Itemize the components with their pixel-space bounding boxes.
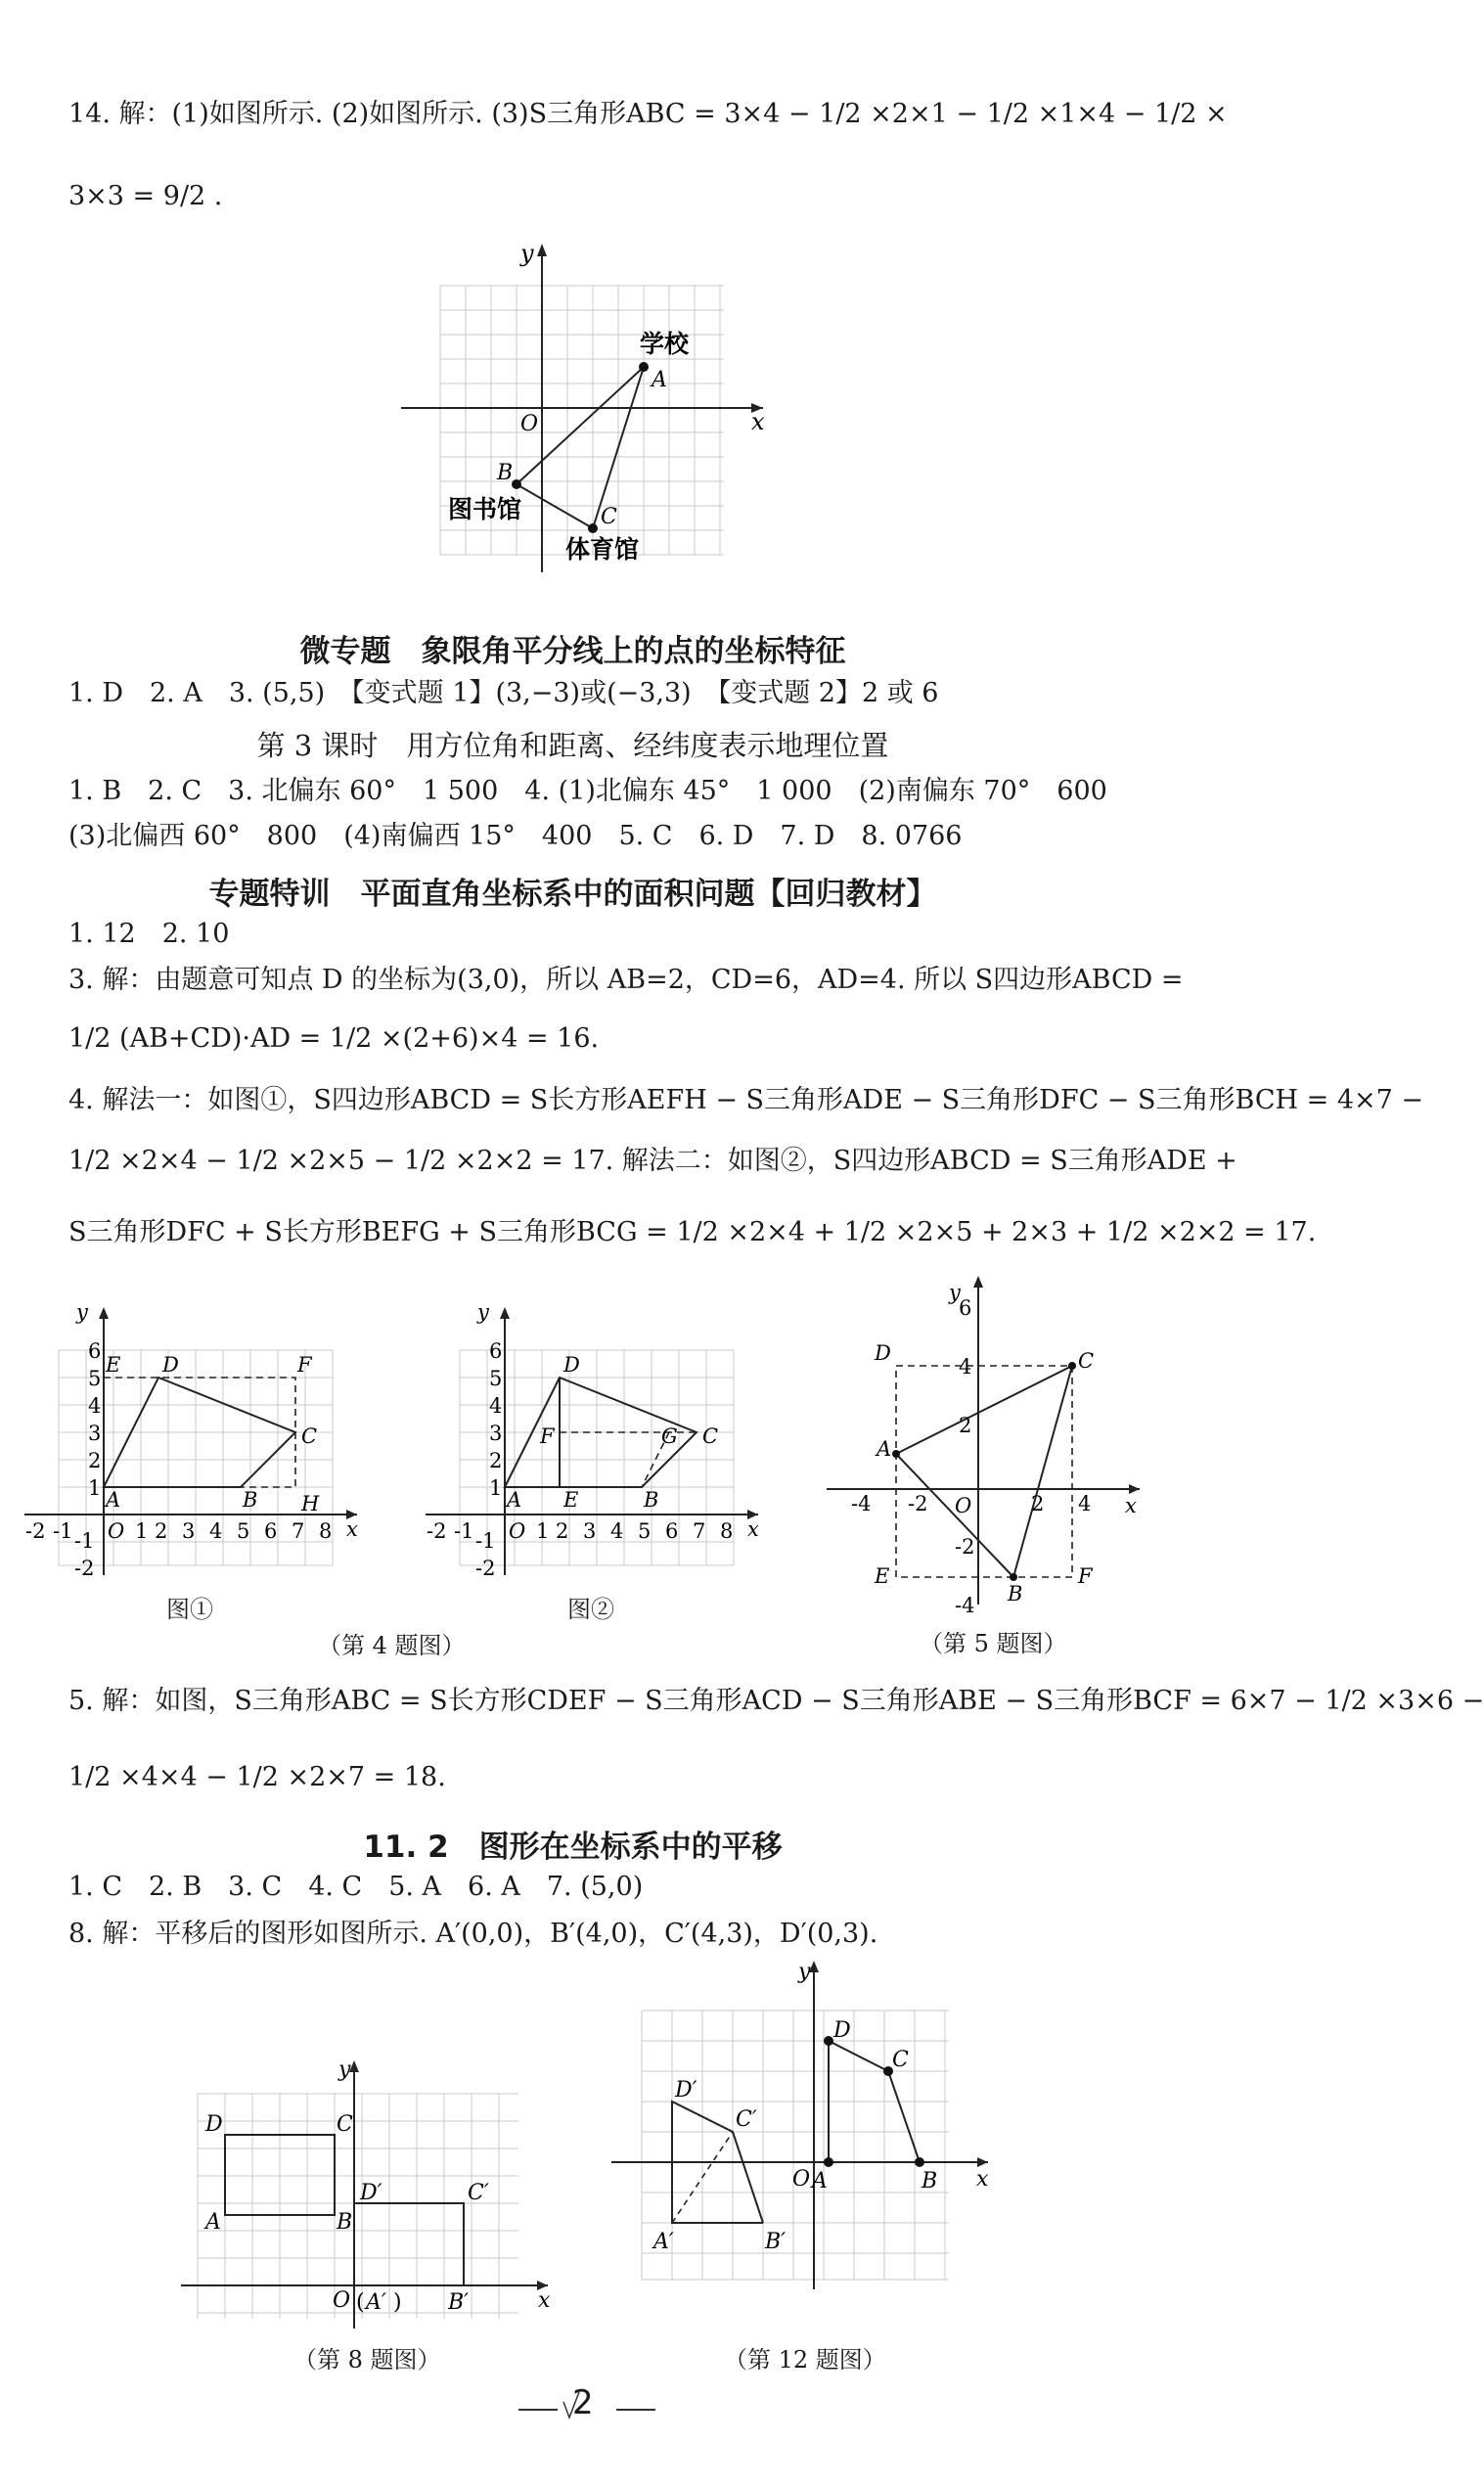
svg-text:1: 1 (489, 1476, 503, 1500)
svg-text:5: 5 (489, 1367, 503, 1390)
svg-text:4: 4 (489, 1394, 503, 1418)
gym-label: 体育馆 (565, 535, 640, 564)
svg-text:2: 2 (88, 1449, 102, 1472)
svg-text:B: B (243, 1488, 258, 1512)
svg-text:x: x (976, 2167, 989, 2192)
svg-text:C: C (337, 2112, 353, 2137)
svg-text:C: C (1078, 1349, 1095, 1373)
svg-text:C: C (702, 1424, 719, 1448)
svg-text:O: O (108, 1519, 125, 1543)
svg-text:7: 7 (292, 1519, 305, 1543)
svg-text:A: A (877, 1437, 892, 1461)
q5-l2: 1/2 ×4×4 − 1/2 ×2×7 = 18. (68, 1762, 446, 1792)
svg-text:): ) (393, 2290, 402, 2315)
svg-text:-4: -4 (851, 1492, 872, 1515)
lesson3-title: 第 3 课时 用方位角和距离、经纬度表示地理位置 (256, 729, 889, 762)
svg-text:A′: A′ (366, 2290, 386, 2315)
label-C: C (601, 505, 617, 529)
svg-text:6: 6 (665, 1519, 679, 1543)
svg-text:1: 1 (88, 1476, 102, 1500)
svg-text:C′: C′ (736, 2107, 757, 2132)
svg-text:C′: C′ (468, 2181, 489, 2205)
svg-text:F: F (297, 1353, 312, 1377)
q14-line1: 14. 解：(1)如图所示. (2)如图所示. (3)S三角形ABC = 3×4 − 1/2 ×2×1 − 1/2 ×1×4 − 1/2 × (68, 99, 1228, 129)
page-number: 2 (572, 2383, 594, 2422)
svg-text:O: O (333, 2288, 351, 2313)
svg-text:-2: -2 (908, 1492, 928, 1515)
svg-text:1: 1 (536, 1519, 550, 1543)
point-B (512, 479, 521, 489)
svg-text:-1: -1 (53, 1519, 73, 1543)
svg-text:y: y (477, 1300, 489, 1324)
svg-text:x: x (1125, 1494, 1137, 1517)
svg-text:5: 5 (638, 1519, 652, 1543)
q8-caption: （第 8 题图） (293, 2346, 441, 2374)
special-l4: 4. 解法一：如图①，S四边形ABCD = S长方形AEFH − S三角形ADE − S三角形DFC − S三角形BCH = 4×7 − (68, 1085, 1424, 1115)
svg-text:2: 2 (489, 1449, 503, 1472)
school-label: 学校 (640, 330, 690, 358)
fig1-caption: 图① (166, 1596, 213, 1623)
svg-text:O: O (509, 1519, 526, 1543)
svg-text:B′: B′ (448, 2290, 470, 2315)
svg-text:E: E (563, 1488, 579, 1512)
svg-text:A′: A′ (653, 2230, 674, 2254)
svg-text:1: 1 (135, 1519, 149, 1543)
svg-text:6: 6 (88, 1339, 102, 1363)
svg-text:8: 8 (720, 1519, 734, 1543)
svg-text:A: A (507, 1488, 522, 1512)
svg-text:B: B (337, 2210, 353, 2235)
special-l6: S三角形DFC + S长方形BEFG + S三角形BCG = 1/2 ×2×4 + 1/2 ×2×5 + 2×3 + 1/2 ×2×2 = 17. (68, 1217, 1317, 1247)
svg-text:-2: -2 (25, 1519, 46, 1543)
svg-text:C: C (892, 2048, 909, 2072)
svg-text:C: C (301, 1424, 318, 1448)
svg-text:y: y (76, 1300, 88, 1324)
svg-text:F: F (540, 1424, 555, 1448)
svg-text:E: E (875, 1564, 890, 1588)
svg-text:(: ( (356, 2290, 365, 2315)
special-training-title: 专题特训 平面直角坐标系中的面积问题【回归教材】 (208, 877, 937, 912)
svg-text:D: D (205, 2112, 223, 2137)
svg-text:y: y (798, 1960, 811, 1984)
figure-1 (20, 1291, 382, 1595)
svg-text:H: H (301, 1492, 320, 1515)
special-l1: 1. 12 2. 10 (68, 919, 230, 949)
svg-text:3: 3 (583, 1519, 597, 1543)
y-axis-label: y (520, 240, 534, 267)
library-label: 图书馆 (448, 495, 522, 523)
svg-text:3: 3 (182, 1519, 196, 1543)
svg-text:6: 6 (264, 1519, 278, 1543)
svg-text:2: 2 (155, 1519, 168, 1543)
svg-text:7: 7 (693, 1519, 706, 1543)
svg-text:B: B (644, 1488, 659, 1512)
lesson3-answers-1: 1. B 2. C 3. 北偏东 60° 1 500 4. (1)北偏东 45° 1 000 (2)南偏东 70° 600 (68, 776, 1107, 806)
svg-text:D: D (162, 1353, 179, 1377)
svg-text:F: F (1078, 1564, 1093, 1588)
svg-text:5: 5 (237, 1519, 250, 1543)
svg-text:D: D (563, 1353, 580, 1377)
svg-text:6: 6 (959, 1296, 972, 1320)
q4-caption: （第 4 题图） (318, 1632, 466, 1659)
svg-text:4: 4 (88, 1394, 102, 1418)
svg-text:O: O (792, 2167, 811, 2192)
fig2-caption: 图② (567, 1596, 614, 1623)
svg-text:-1: -1 (454, 1519, 474, 1543)
point-A (639, 362, 649, 372)
svg-text:D′: D′ (675, 2078, 697, 2103)
svg-text:-2: -2 (427, 1519, 447, 1543)
svg-text:-2: -2 (74, 1557, 95, 1580)
svg-text:2: 2 (1031, 1492, 1045, 1515)
q8-text: 8. 解：平移后的图形如图所示. A′(0,0)，B′(4,0)，C′(4,3)，D′(0,3). (68, 1919, 878, 1949)
svg-text:-4: -4 (955, 1594, 975, 1617)
svg-text:E: E (106, 1353, 121, 1377)
svg-text:y: y (949, 1281, 961, 1304)
svg-text:2: 2 (556, 1519, 569, 1543)
svg-text:D: D (833, 2018, 851, 2043)
svg-text:6: 6 (489, 1339, 503, 1363)
fig14-coordinate-figure (391, 240, 783, 582)
svg-text:A: A (106, 1488, 121, 1512)
q5-caption: （第 5 题图） (920, 1630, 1067, 1657)
origin-label: O (519, 412, 538, 436)
svg-text:4: 4 (1078, 1492, 1092, 1515)
q12-caption: （第 12 题图） (724, 2346, 886, 2374)
special-l5: 1/2 ×2×4 − 1/2 ×2×5 − 1/2 ×2×2 = 17. 解法二：如图②，S四边形ABCD = S三角形ADE + (68, 1146, 1237, 1176)
svg-text:A: A (812, 2169, 828, 2193)
q14-line2: 3×3 = 9/2 . (68, 181, 223, 211)
svg-text:4: 4 (959, 1355, 972, 1379)
svg-text:A: A (205, 2210, 221, 2235)
svg-text:B: B (922, 2169, 938, 2193)
svg-text:B′: B′ (765, 2230, 787, 2254)
lesson3-answers-2: (3)北偏西 60° 800 (4)南偏西 15° 400 5. C 6. D 7. D 8. 0766 (68, 821, 963, 851)
x-axis-label: x (751, 408, 765, 435)
svg-text:3: 3 (88, 1422, 102, 1445)
figure-q8 (176, 2055, 567, 2338)
q5-l1: 5. 解：如图，S三角形ABC = S长方形CDEF − S三角形ACD − S三角形ABE − S三角形BCF = 6×7 − 1/2 ×3×6 − (68, 1686, 1484, 1716)
micro-topic-title: 微专题 象限角平分线上的点的坐标特征 (299, 634, 846, 669)
special-l2: 3. 解：由题意可知点 D 的坐标为(3,0)，所以 AB=2，CD=6，AD=4. 所以 S四边形ABCD = (68, 965, 1184, 995)
micro-topic-answers: 1. D 2. A 3. (5,5) 【变式题 1】(3,−3)或(−3,3) 【变式题 2】2 或 6 (68, 678, 939, 708)
svg-text:x: x (346, 1517, 358, 1541)
svg-text:G: G (661, 1424, 678, 1448)
svg-text:2: 2 (959, 1414, 972, 1437)
svg-text:5: 5 (88, 1367, 102, 1390)
svg-text:3: 3 (489, 1422, 503, 1445)
svg-text:x: x (747, 1517, 759, 1541)
special-l3: 1/2 (AB+CD)·AD = 1/2 ×(2+6)×4 = 16. (68, 1023, 600, 1054)
point-C (588, 523, 598, 533)
figure-2 (421, 1291, 783, 1595)
section-11-2-answers: 1. C 2. B 3. C 4. C 5. A 6. A 7. (5,0) (68, 1872, 644, 1902)
svg-text:x: x (538, 2288, 551, 2313)
section-11-2-title: 11. 2 图形在坐标系中的平移 (363, 1830, 783, 1865)
svg-text:B: B (1008, 1582, 1023, 1605)
svg-text:4: 4 (610, 1519, 624, 1543)
svg-text:4: 4 (209, 1519, 223, 1543)
figure-q12 (607, 1957, 998, 2319)
svg-text:D′: D′ (360, 2181, 382, 2205)
svg-text:-1: -1 (475, 1529, 496, 1553)
svg-text:8: 8 (319, 1519, 333, 1543)
svg-text:D: D (875, 1341, 891, 1365)
svg-text:O: O (955, 1494, 972, 1517)
svg-text:-2: -2 (955, 1535, 975, 1559)
svg-text:y: y (338, 2057, 351, 2082)
label-A: A (652, 368, 667, 392)
svg-text:-2: -2 (475, 1557, 496, 1580)
figure-q5 (822, 1272, 1145, 1617)
svg-text:-1: -1 (74, 1529, 95, 1553)
label-B: B (497, 461, 514, 485)
